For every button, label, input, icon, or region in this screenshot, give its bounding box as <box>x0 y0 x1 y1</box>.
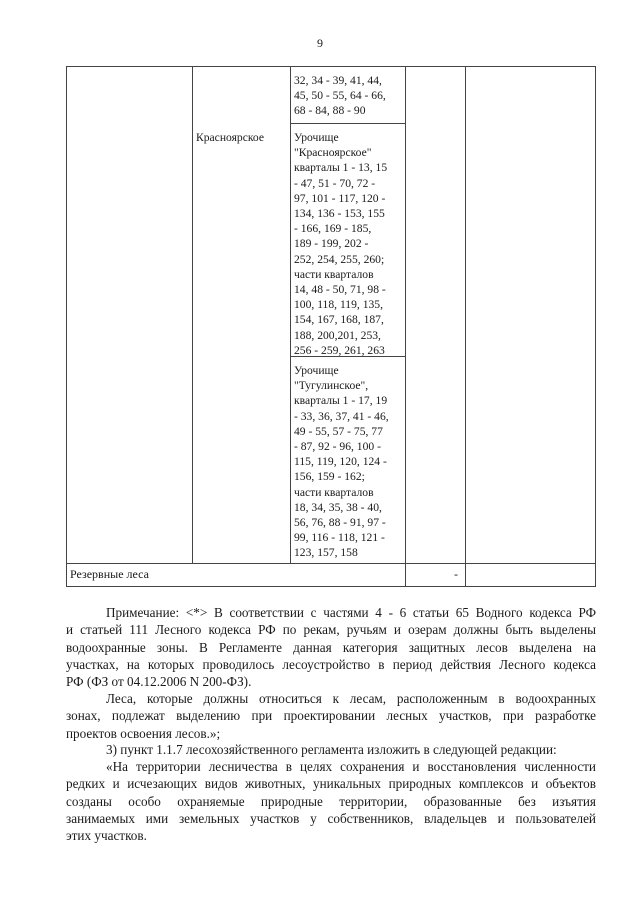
tract-cell-continued: 32, 34 - 39, 41, 44, 45, 50 - 55, 64 - 66, 68 - 84, 88 - 90 <box>294 74 386 118</box>
quote-paragraph: «На территории лесничества в целях сохранения и восстановления численности редких и исчезающих видов животных, уникальных природных комплексов и объектов созданы особо охраняемые природные территории, образованные без изъятия занимаемых ими земельных участков у собственников, владельцев и пользователей этих участков. <box>66 759 596 844</box>
page-number: 9 <box>317 36 323 50</box>
water-protection-paragraph: Леса, которые должны относиться к лесам, расположенным в водоохранных зонах, подлежат выделению при проектировании лесных участков, при разработке проектов освоения лесов.»; <box>66 691 596 741</box>
tract-cell-krasnoyarsk: Урочище "Красноярское" кварталы 1 - 13, 15 - 47, 51 - 70, 72 - 97, 101 - 117, 120 - 134, 136 - 153, 155 - 166, 169 - 185, 189 - 199, 202 - 252, 254, 255, 260; части кварталов 14, 48 - 50, 71, 98 - 100, 118, 119, 135, 154, 167, 168, 187, 188, 200,201, 253, 256 - 259, 261, 263 <box>294 131 388 357</box>
table-col-divider <box>192 66 193 563</box>
table-col-divider <box>405 66 406 586</box>
table-border-bottom <box>66 586 596 587</box>
table-border-top <box>66 66 596 67</box>
reserve-forests-label: Резервные леса <box>70 567 149 581</box>
table-col-divider <box>290 66 291 563</box>
table-row-divider <box>66 563 596 564</box>
table-row-divider <box>290 123 406 124</box>
tract-cell-tugulinsk: Урочище "Тугулинское", кварталы 1 - 17, 19 - 33, 36, 37, 41 - 46, 49 - 55, 57 - 75, 77 - 87, 92 - 96, 100 - 115, 119, 120, 124 - 156, 159 - 162; части кварталов 18, 34, 35, 38 - 40, 56, 76, 88 - 91, 97 - 99, 116 - 118, 121 - 123, 157, 158 <box>294 364 389 560</box>
item-3-paragraph: 3) пункт 1.1.7 лесохозяйственного регламента изложить в следующей редакции: <box>106 742 557 757</box>
note-paragraph: Примечание: <*> В соответствии с частями 4 - 6 статьи 65 Водного кодекса РФ и статьей 111 Лесного кодекса РФ по рекам, ручьям и озерам должны быть выделены водоохранные зоны. В Регламенте данная категория защитных лесов выделена на участках, на которых проводилось лесоустройство в период действия Лесного кодекса РФ (ФЗ от 04.12.2006 N 200-ФЗ). <box>66 605 596 690</box>
table-border-left <box>66 66 67 586</box>
forestry-name-krasnoyarsk: Красноярское <box>196 131 265 144</box>
reserve-forests-area: - <box>454 567 458 581</box>
table-border-right <box>595 66 596 586</box>
table-col-divider <box>465 66 466 586</box>
